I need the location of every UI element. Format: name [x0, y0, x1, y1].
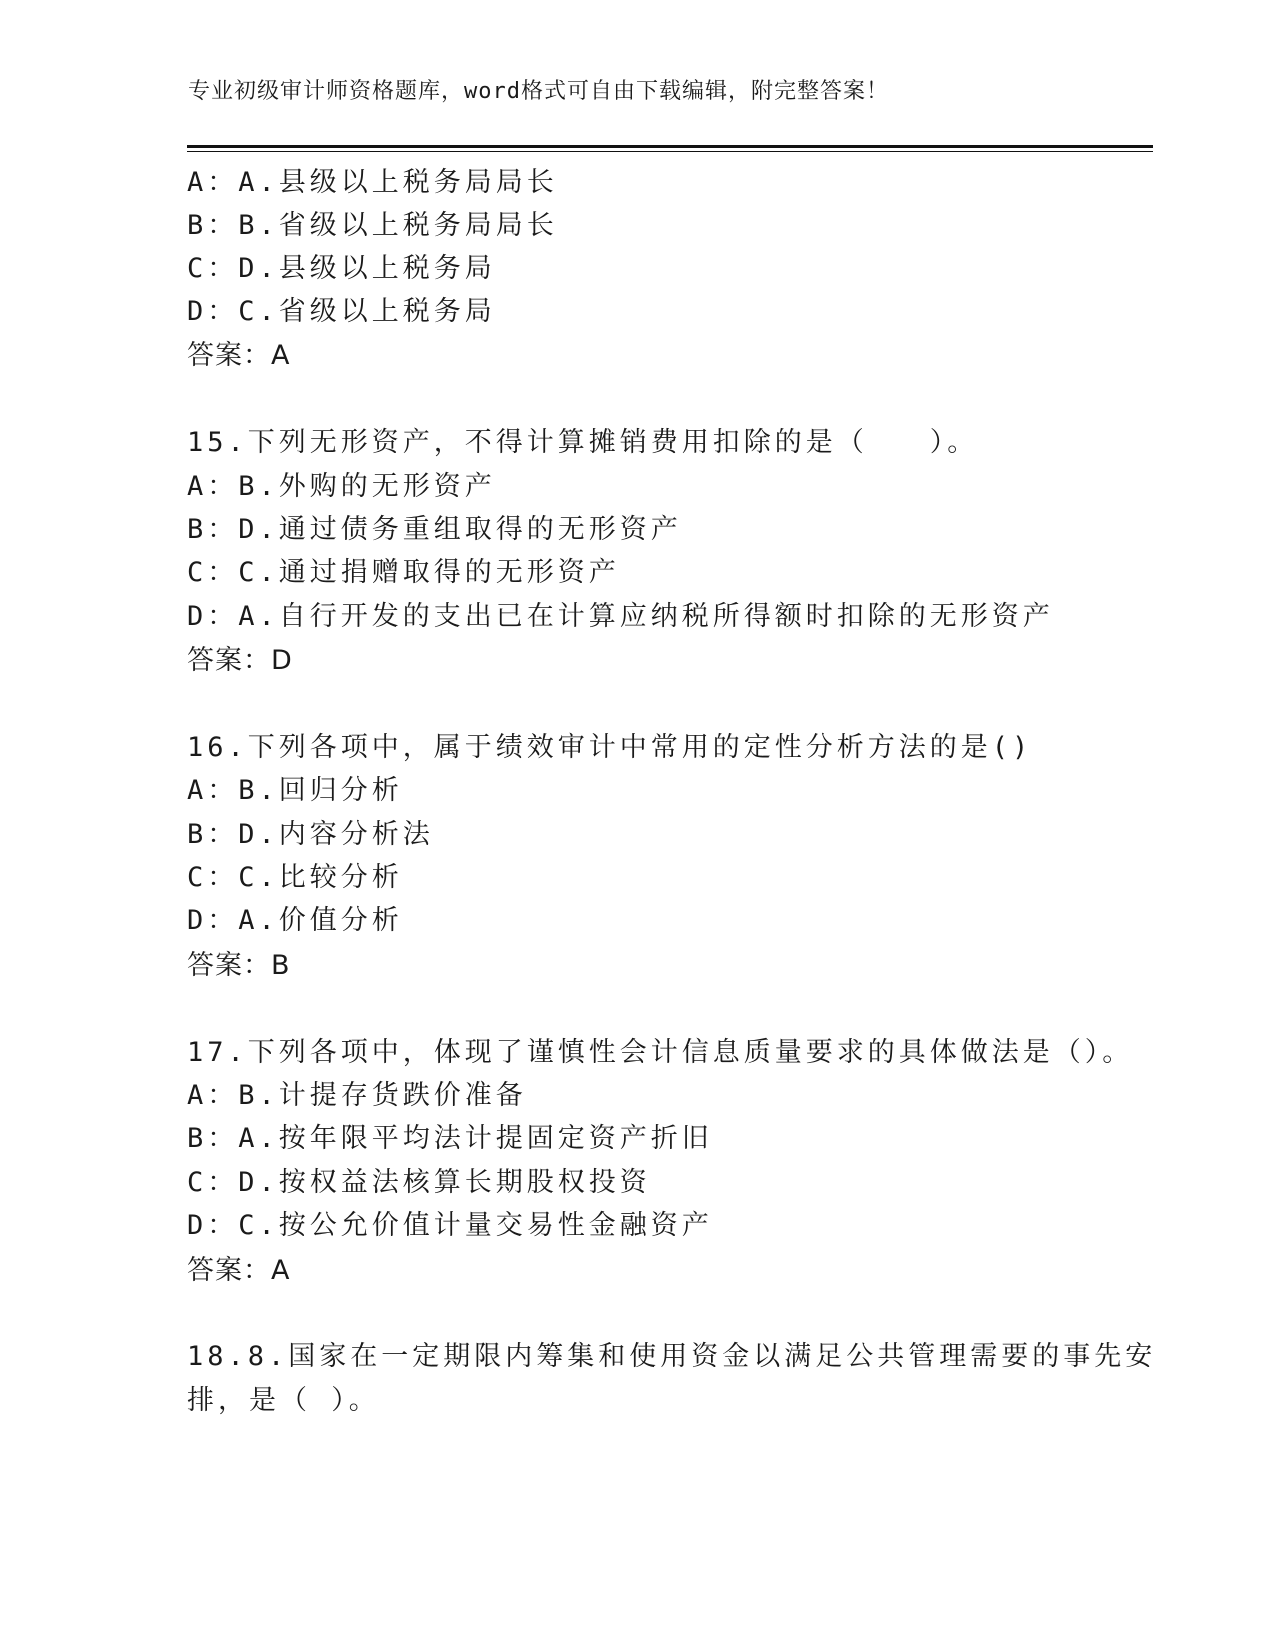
option-c: C：C.通过捐赠取得的无形资产 [187, 557, 620, 588]
option-c: C：D.县级以上税务局 [187, 253, 496, 284]
header-divider-thick [187, 145, 1153, 148]
question-16: 16.下列各项中，属于绩效审计中常用的定性分析方法的是() [187, 732, 1033, 763]
option-c: C：D.按权益法核算长期股权投资 [187, 1167, 651, 1198]
answer: 答案：B [187, 950, 291, 981]
option-d: D：A.价值分析 [187, 905, 403, 936]
option-b: B：B.省级以上税务局局长 [187, 210, 558, 241]
option-a: A：B.回归分析 [187, 775, 403, 806]
option-d: D：C.按公允价值计量交易性金融资产 [187, 1210, 713, 1241]
question-17: 17.下列各项中，体现了谨慎性会计信息质量要求的具体做法是（）。 [187, 1037, 1134, 1068]
option-d: D：A.自行开发的支出已在计算应纳税所得额时扣除的无形资产 [187, 601, 1054, 632]
header-divider-thin [187, 151, 1153, 152]
option-a: A：B.计提存货跌价准备 [187, 1080, 527, 1111]
option-d: D：C.省级以上税务局 [187, 296, 496, 327]
option-c: C：C.比较分析 [187, 862, 403, 893]
option-a: A：B.外购的无形资产 [187, 471, 496, 502]
option-b: B：D.通过债务重组取得的无形资产 [187, 514, 682, 545]
answer: 答案：A [187, 340, 291, 371]
question-15: 15.下列无形资产，不得计算摊销费用扣除的是（ ）。 [187, 427, 979, 458]
page-header: 专业初级审计师资格题库，word格式可自由下载编辑，附完整答案！ [188, 79, 889, 104]
answer: 答案：A [187, 1255, 291, 1286]
question-18-line-1: 18.8.国家在一定期限内筹集和使用资金以满足公共管理需要的事先安 [187, 1341, 1157, 1372]
answer: 答案：D [187, 645, 293, 676]
option-a: A：A.县级以上税务局局长 [187, 167, 558, 198]
option-b: B：A.按年限平均法计提固定资产折旧 [187, 1123, 713, 1154]
question-18-line-2: 排，是（ ）。 [187, 1385, 380, 1416]
option-b: B：D.内容分析法 [187, 819, 434, 850]
